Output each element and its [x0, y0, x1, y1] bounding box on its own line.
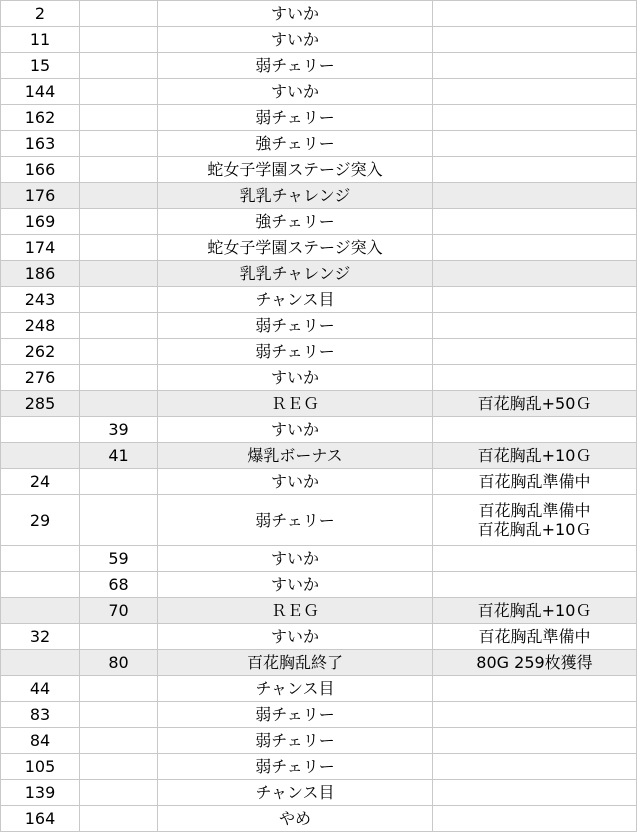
table-row [1, 572, 637, 598]
table-row [1, 728, 637, 754]
event-cell: 乳乳チャレンジ [158, 261, 433, 287]
game-count-cell: 105 [1, 754, 80, 780]
note-line: 百花胸乱準備中 [478, 627, 591, 646]
note-cell [433, 287, 637, 313]
game-count-cell: 24 [1, 469, 80, 495]
note-cell [433, 780, 637, 806]
note-cell [433, 469, 637, 495]
note-cell [433, 598, 637, 624]
note-cell [433, 391, 637, 417]
event-cell: 弱チェリー [158, 339, 433, 365]
note-cell [433, 105, 637, 131]
bonus-game-count-cell [80, 780, 158, 806]
note-cell [433, 313, 637, 339]
note-cell [433, 209, 637, 235]
game-count-cell [1, 572, 80, 598]
note-cell [433, 261, 637, 287]
game-count-cell: 32 [1, 624, 80, 650]
event-cell: すいか [158, 1, 433, 27]
note-cell [433, 676, 637, 702]
game-count-cell: 276 [1, 365, 80, 391]
game-count-cell: 248 [1, 313, 80, 339]
note-cell [433, 235, 637, 261]
event-cell: 蛇女子学園ステージ突入 [158, 157, 433, 183]
event-cell: すいか [158, 27, 433, 53]
event-cell: 弱チェリー [158, 728, 433, 754]
table-row [1, 1, 637, 27]
table-row [1, 754, 637, 780]
table-row [1, 495, 637, 546]
note-line: 百花胸乱+10Ｇ [477, 520, 592, 539]
game-count-cell: 176 [1, 183, 80, 209]
note-line: 百花胸乱準備中 [478, 501, 591, 520]
game-count-cell: 29 [1, 495, 80, 546]
table-row [1, 79, 637, 105]
event-cell: ＲＥＧ [158, 391, 433, 417]
bonus-game-count-cell [80, 183, 158, 209]
table-row [1, 261, 637, 287]
game-count-cell: 83 [1, 702, 80, 728]
event-cell: 弱チェリー [158, 313, 433, 339]
bonus-game-count-cell: 80 [80, 650, 158, 676]
bonus-game-count-cell [80, 313, 158, 339]
game-count-cell: 243 [1, 287, 80, 313]
bonus-game-count-cell [80, 27, 158, 53]
bonus-game-count-cell [80, 261, 158, 287]
note-line: 百花胸乱+50Ｇ [477, 394, 592, 413]
table-row [1, 598, 637, 624]
event-cell: 弱チェリー [158, 53, 433, 79]
note-cell [433, 650, 637, 676]
event-cell: チャンス目 [158, 676, 433, 702]
event-cell: すいか [158, 417, 433, 443]
note-cell [433, 546, 637, 572]
game-count-cell: 169 [1, 209, 80, 235]
bonus-game-count-cell [80, 754, 158, 780]
bonus-game-count-cell [80, 235, 158, 261]
table-row [1, 313, 637, 339]
game-count-cell: 285 [1, 391, 80, 417]
table-row [1, 676, 637, 702]
bonus-game-count-cell [80, 157, 158, 183]
note-cell [433, 131, 637, 157]
event-cell: やめ [158, 806, 433, 832]
bonus-game-count-cell [80, 624, 158, 650]
event-cell: 爆乳ボーナス [158, 443, 433, 469]
game-count-cell: 11 [1, 27, 80, 53]
note-cell [433, 702, 637, 728]
table-row [1, 417, 637, 443]
note-line: 百花胸乱+10Ｇ [477, 446, 592, 465]
game-count-cell: 15 [1, 53, 80, 79]
bonus-game-count-cell [80, 209, 158, 235]
bonus-game-count-cell [80, 728, 158, 754]
event-cell: 弱チェリー [158, 105, 433, 131]
event-cell: ＲＥＧ [158, 598, 433, 624]
note-cell [433, 806, 637, 832]
table-row [1, 806, 637, 832]
table-row [1, 209, 637, 235]
game-count-cell: 262 [1, 339, 80, 365]
note-cell [433, 79, 637, 105]
bonus-game-count-cell [80, 131, 158, 157]
table-row [1, 469, 637, 495]
note-cell [433, 1, 637, 27]
game-count-cell [1, 598, 80, 624]
bonus-game-count-cell [80, 702, 158, 728]
event-cell: 百花胸乱終了 [158, 650, 433, 676]
event-cell: 蛇女子学園ステージ突入 [158, 235, 433, 261]
game-count-cell: 144 [1, 79, 80, 105]
event-cell: 強チェリー [158, 209, 433, 235]
table-row [1, 780, 637, 806]
event-cell: すいか [158, 572, 433, 598]
game-count-cell: 163 [1, 131, 80, 157]
game-log-body [1, 1, 637, 832]
note-cell [433, 27, 637, 53]
event-cell: 弱チェリー [158, 754, 433, 780]
event-cell: 弱チェリー [158, 495, 433, 546]
game-count-cell: 139 [1, 780, 80, 806]
table-row [1, 443, 637, 469]
bonus-game-count-cell [80, 365, 158, 391]
game-count-cell: 162 [1, 105, 80, 131]
bonus-game-count-cell [80, 806, 158, 832]
event-cell: すいか [158, 624, 433, 650]
bonus-game-count-cell [80, 495, 158, 546]
event-cell: 乳乳チャレンジ [158, 183, 433, 209]
note-cell [433, 572, 637, 598]
game-count-cell [1, 546, 80, 572]
note-line: 百花胸乱準備中 [478, 472, 591, 491]
game-count-cell [1, 417, 80, 443]
bonus-game-count-cell [80, 391, 158, 417]
note-cell [433, 728, 637, 754]
bonus-game-count-cell [80, 1, 158, 27]
table-row [1, 391, 637, 417]
game-count-cell: 2 [1, 1, 80, 27]
bonus-game-count-cell [80, 79, 158, 105]
bonus-game-count-cell: 41 [80, 443, 158, 469]
note-cell [433, 183, 637, 209]
table-row [1, 287, 637, 313]
note-cell [433, 754, 637, 780]
game-count-cell: 174 [1, 235, 80, 261]
bonus-game-count-cell [80, 105, 158, 131]
note-cell [433, 53, 637, 79]
game-count-cell: 186 [1, 261, 80, 287]
note-cell [433, 365, 637, 391]
table-row [1, 339, 637, 365]
table-row [1, 131, 637, 157]
bonus-game-count-cell [80, 287, 158, 313]
bonus-game-count-cell: 59 [80, 546, 158, 572]
bonus-game-count-cell [80, 676, 158, 702]
event-cell: すいか [158, 79, 433, 105]
note-line: 百花胸乱+10Ｇ [477, 601, 592, 620]
note-cell [433, 624, 637, 650]
table-row [1, 27, 637, 53]
table-row [1, 53, 637, 79]
bonus-game-count-cell [80, 469, 158, 495]
event-cell: すいか [158, 546, 433, 572]
event-cell: すいか [158, 365, 433, 391]
table-row [1, 183, 637, 209]
event-cell: チャンス目 [158, 287, 433, 313]
event-cell: すいか [158, 469, 433, 495]
game-count-cell [1, 443, 80, 469]
game-count-cell: 166 [1, 157, 80, 183]
table-row [1, 702, 637, 728]
event-cell: 強チェリー [158, 131, 433, 157]
game-count-cell: 44 [1, 676, 80, 702]
note-cell [433, 339, 637, 365]
note-cell [433, 443, 637, 469]
note-cell [433, 495, 637, 546]
note-line: 80G 259枚獲得 [476, 653, 593, 672]
table-row [1, 624, 637, 650]
bonus-game-count-cell [80, 53, 158, 79]
bonus-game-count-cell: 39 [80, 417, 158, 443]
table-row [1, 235, 637, 261]
note-cell [433, 417, 637, 443]
game-count-cell [1, 650, 80, 676]
bonus-game-count-cell: 70 [80, 598, 158, 624]
table-row [1, 365, 637, 391]
table-row [1, 650, 637, 676]
note-cell [433, 157, 637, 183]
game-count-cell: 84 [1, 728, 80, 754]
table-row [1, 546, 637, 572]
bonus-game-count-cell [80, 339, 158, 365]
table-row [1, 105, 637, 131]
table-row [1, 157, 637, 183]
bonus-game-count-cell: 68 [80, 572, 158, 598]
game-count-cell: 164 [1, 806, 80, 832]
event-cell: 弱チェリー [158, 702, 433, 728]
event-cell: チャンス目 [158, 780, 433, 806]
